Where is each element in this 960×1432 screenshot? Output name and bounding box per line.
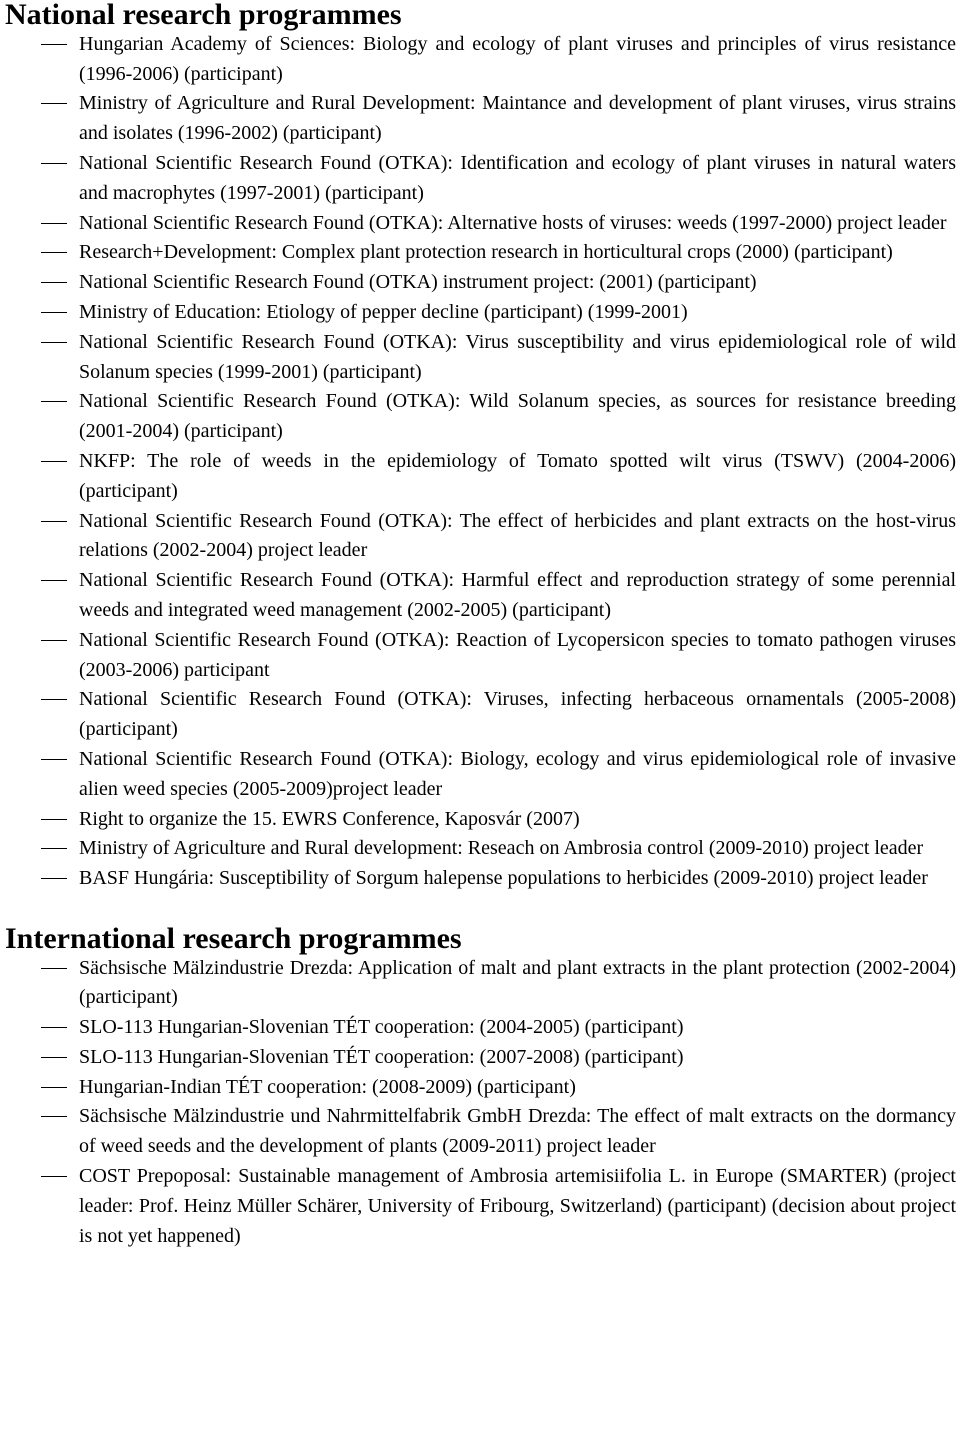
dash-bullet-icon bbox=[41, 44, 67, 45]
list-item bbox=[4, 805, 956, 835]
list-item bbox=[4, 566, 956, 626]
list-item bbox=[4, 447, 956, 507]
list-item bbox=[4, 864, 956, 894]
dash-bullet-icon bbox=[41, 342, 67, 343]
dash-bullet-icon bbox=[41, 848, 67, 849]
dash-bullet-icon bbox=[41, 521, 67, 522]
dash-bullet-icon bbox=[41, 223, 67, 224]
list-item-text: National Scientific Research Found (OTKA): Biology, ecology and virus epidemiological role of invasive alien weed species (2005-2009)project leader bbox=[79, 747, 956, 800]
national-programmes-list bbox=[4, 30, 956, 894]
list-item-text: National Scientific Research Found (OTKA): Virus susceptibility and virus epidemiological role of wild Solanum species (1999-2001) (participant) bbox=[79, 330, 956, 383]
list-item bbox=[4, 298, 956, 328]
list-item-text: National Scientific Research Found (OTKA): The effect of herbicides and plant extracts on the host-virus relations (2002-2004) project leader bbox=[79, 509, 956, 562]
list-item bbox=[4, 626, 956, 686]
list-item-text: Hungarian Academy of Sciences: Biology and ecology of plant viruses and principles of virus resistance (1996-2006) (participant) bbox=[79, 32, 956, 85]
list-item-text: Right to organize the 15. EWRS Conference, Kaposvár (2007) bbox=[79, 807, 580, 830]
dash-bullet-icon bbox=[41, 1176, 67, 1177]
dash-bullet-icon bbox=[41, 699, 67, 700]
list-item-text: National Scientific Research Found (OTKA): Wild Solanum species, as sources for resistance breeding (2001-2004) (participant) bbox=[79, 390, 956, 443]
list-item-text: SLO-113 Hungarian-Slovenian TÉT cooperation: (2004-2005) (participant) bbox=[79, 1016, 684, 1039]
dash-bullet-icon bbox=[41, 1027, 67, 1028]
dash-bullet-icon bbox=[41, 401, 67, 402]
list-item bbox=[4, 507, 956, 567]
list-item-text: Ministry of Education: Etiology of pepper decline (participant) (1999-2001) bbox=[79, 300, 688, 323]
dash-bullet-icon bbox=[41, 1116, 67, 1117]
dash-bullet-icon bbox=[41, 640, 67, 641]
dash-bullet-icon bbox=[41, 819, 67, 820]
dash-bullet-icon bbox=[41, 163, 67, 164]
list-item-text: COST Prepoposal: Sustainable management of Ambrosia artemisiifolia L. in Europe (SMARTER) (project leader: Prof. Heinz Müller Schärer, University of Fribourg, Switzerland) (participant) (decision about project is not yet happened) bbox=[79, 1165, 956, 1247]
dash-bullet-icon bbox=[41, 878, 67, 879]
list-item bbox=[4, 238, 956, 268]
list-item bbox=[4, 1102, 956, 1162]
list-item bbox=[4, 149, 956, 209]
list-item-text: National Scientific Research Found (OTKA): Harmful effect and reproduction strategy of some perennial weeds and integrated weed management (2002-2005) (participant) bbox=[79, 569, 956, 621]
list-item-text: BASF Hungária: Susceptibility of Sorgum halepense populations to herbicides (2009-2010) project leader bbox=[79, 867, 928, 890]
list-item bbox=[4, 30, 956, 90]
list-item bbox=[4, 89, 956, 149]
dash-bullet-icon bbox=[41, 461, 67, 462]
list-item bbox=[4, 745, 956, 805]
list-item bbox=[4, 268, 956, 298]
dash-bullet-icon bbox=[41, 1087, 67, 1088]
dash-bullet-icon bbox=[41, 282, 67, 283]
list-item-text: National Scientific Research Found (OTKA): Viruses, infecting herbaceous ornamentals (2005-2008) (participant) bbox=[79, 688, 956, 741]
list-item-text: Research+Development: Complex plant protection research in horticultural crops (2000) (participant) bbox=[79, 241, 893, 264]
list-item bbox=[4, 1162, 956, 1251]
dash-bullet-icon bbox=[41, 103, 67, 104]
list-item-text: Ministry of Agriculture and Rural development: Reseach on Ambrosia control (2009-2010) project leader bbox=[79, 837, 924, 860]
list-item-text: Sächsische Mälzindustrie Drezda: Application of malt and plant extracts in the plant protection (2002-2004) (participant) bbox=[79, 956, 956, 1009]
section-spacer bbox=[4, 894, 956, 924]
dash-bullet-icon bbox=[41, 1057, 67, 1058]
list-item-text: Sächsische Mälzindustrie und Nahrmittelfabrik GmbH Drezda: The effect of malt extracts on the dormancy of weed seeds and the development of plants (2009-2011) project leader bbox=[79, 1105, 956, 1158]
list-item bbox=[4, 685, 956, 745]
list-item bbox=[4, 954, 956, 1014]
international-programmes-list bbox=[4, 954, 956, 1252]
list-item bbox=[4, 387, 956, 447]
list-item-text: Ministry of Agriculture and Rural Development: Maintance and development of plant viruses, virus strains and isolates (1996-2002) (participant) bbox=[79, 92, 956, 145]
list-item bbox=[4, 1013, 956, 1043]
list-item-text: National Scientific Research Found (OTKA) instrument project: (2001) (participant) bbox=[79, 271, 757, 294]
dash-bullet-icon bbox=[41, 759, 67, 760]
list-item-text: National Scientific Research Found (OTKA): Alternative hosts of viruses: weeds (1997-2000) project leader bbox=[79, 211, 947, 234]
dash-bullet-icon bbox=[41, 312, 67, 313]
list-item-text: SLO-113 Hungarian-Slovenian TÉT cooperation: (2007-2008) (participant) bbox=[79, 1045, 684, 1068]
international-programmes-heading: International research programmes bbox=[5, 921, 462, 955]
list-item-text: NKFP: The role of weeds in the epidemiology of Tomato spotted wilt virus (TSWV) (2004-2006) (participant) bbox=[79, 449, 956, 502]
dash-bullet-icon bbox=[41, 968, 67, 969]
list-item bbox=[4, 1043, 956, 1073]
list-item bbox=[4, 328, 956, 388]
dash-bullet-icon bbox=[41, 580, 67, 581]
list-item-text: National Scientific Research Found (OTKA): Identification and ecology of plant viruses in natural waters and macrophytes (1997-2001) (participant) bbox=[79, 151, 956, 204]
dash-bullet-icon bbox=[41, 252, 67, 253]
list-item bbox=[4, 1073, 956, 1103]
list-item bbox=[4, 209, 956, 239]
list-item-text: Hungarian-Indian TÉT cooperation: (2008-2009) (participant) bbox=[79, 1075, 576, 1098]
list-item-text: National Scientific Research Found (OTKA): Reaction of Lycopersicon species to tomato pathogen viruses (2003-2006) participant bbox=[79, 628, 956, 681]
national-programmes-heading: National research programmes bbox=[5, 0, 402, 31]
list-item bbox=[4, 834, 956, 864]
